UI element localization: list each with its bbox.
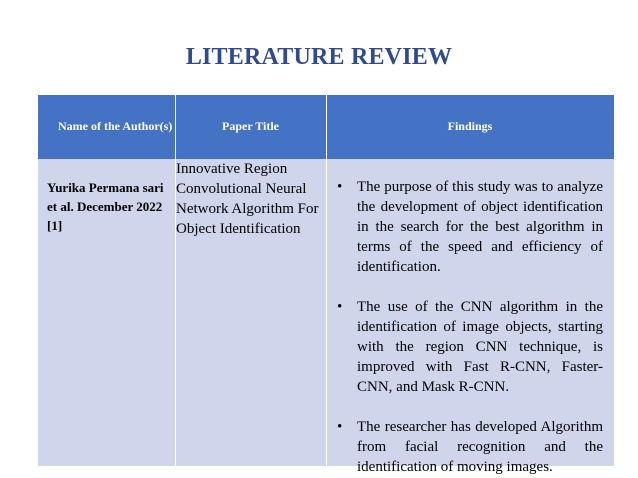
cell-author: Yurika Permana sari et al. December 2022 [1] [47,180,164,233]
finding-item [337,177,603,277]
bullet-icon: • [337,419,343,435]
finding-text: The researcher has developed Algorithm from facial recognition and the identification of moving images. [357,419,603,475]
column-divider [175,95,176,466]
finding-text: The use of the CNN algorithm in the identification of image objects, starting with the region CNN technique, is improved with Fast R-CNN, Faster-CNN, and Mask R-CNN. [357,299,603,395]
finding-item [337,417,603,477]
finding-item [337,297,603,397]
bullet-icon: • [337,299,343,315]
slide-title: LITERATURE REVIEW [185,44,453,70]
finding-text: The purpose of this study was to analyze the development of object identification in the search for the best algorithm in terms of the speed and efficiency of identification. [357,179,603,275]
literature-table [38,95,614,475]
cell-paper-title: Innovative Region Convolutional Neural Network Algorithm For Object Identification [176,161,319,237]
bullet-icon: • [337,179,343,195]
cell-findings [326,159,614,475]
header-author: Name of the Author(s) [58,119,173,133]
header-paper-title: Paper Title [222,119,279,133]
column-divider [326,95,327,466]
header-findings: Findings [447,119,493,133]
